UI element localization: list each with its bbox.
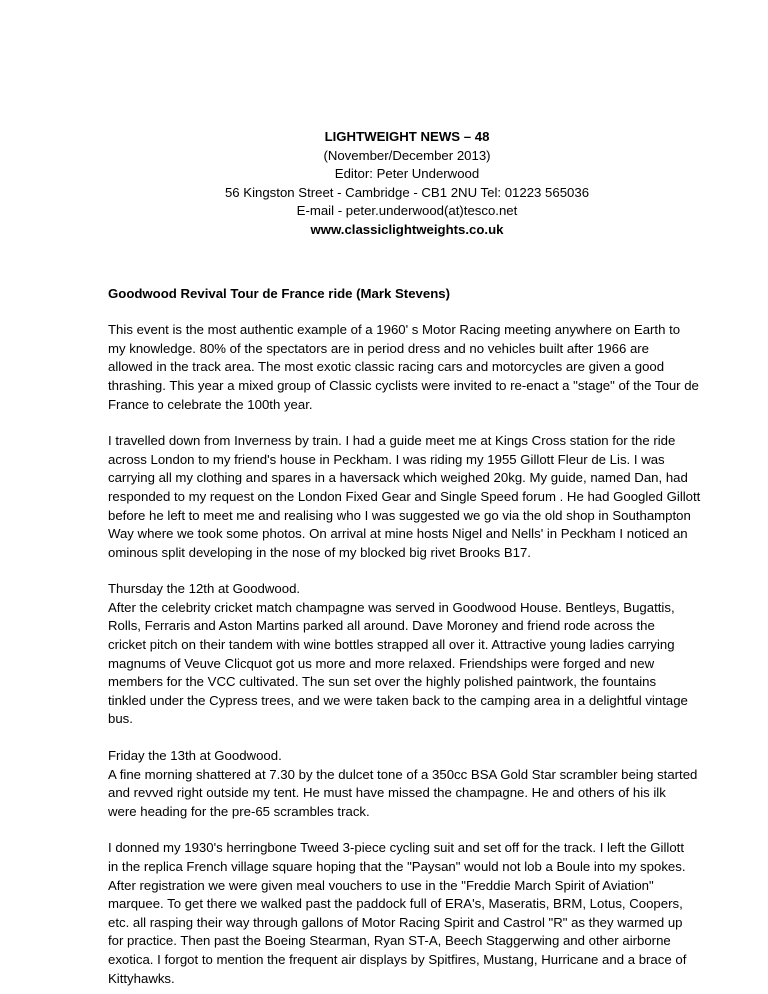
paragraph-line: marquee. To get there we walked past the paddock full of ERA's, Maseratis, BRM, Lotus, Coopers,: [108, 896, 683, 912]
paragraph-line: Thursday the 12th at Goodwood.: [108, 581, 301, 597]
paragraph-line: Rolls, Ferraris and Aston Martins parked all around. Dave Moroney and friend rode across the: [108, 618, 655, 634]
paragraph-line: before he left to meet me and realising who I was suggested we go via the old shop in Southampton: [108, 507, 691, 523]
issue-date: (November/December 2013): [323, 147, 491, 163]
paragraph-line: etc. all rasping their way through gallons of Motor Racing Spirit and Castrol "R" as they warmed up: [108, 914, 683, 930]
paragraph-line: This event is the most authentic example of a 1960' s Motor Racing meeting anywhere on Earth to: [108, 322, 681, 338]
paragraph-line: were heading for the pre-65 scrambles track.: [108, 803, 370, 819]
editor-line: Editor: Peter Underwood: [334, 166, 480, 182]
article-paragraph: [108, 747, 718, 821]
paragraph-line: Way where we took some photos. On arrival at mine hosts Nigel and Nells' in Peckham I noticed an: [108, 526, 688, 542]
website-link[interactable]: www.classiclightweights.co.uk: [310, 221, 504, 237]
paragraph-line: allowed in the track area. The most exotic classic racing cars and motorcycles are given a good: [108, 359, 665, 375]
paragraph-line: and revved right outside my tent. He must have missed the champagne. He and others of his ilk: [108, 785, 666, 801]
paragraph-line: thrashing. This year a mixed group of Classic cyclists were invited to re-enact a "stage" of the Tour de: [108, 377, 699, 393]
paragraph-line: magnums of Veuve Clicquot got us more and more relaxed. Friendships were forged and new: [108, 655, 655, 671]
paragraph-line: A fine morning shattered at 7.30 by the dulcet tone of a 350cc BSA Gold Star scrambler being started: [108, 766, 698, 782]
article-body: [108, 321, 718, 988]
article-paragraph: [108, 432, 718, 562]
paragraph-line: carrying all my clothing and spares in a haversack which weighed 20kg. My guide, named Dan, had: [108, 470, 688, 486]
paragraph-line: ominous split developing in the nose of my blocked big rivet Brooks B17.: [108, 544, 531, 560]
paragraph-line: exotica. I forgot to mention the frequent air displays by Spitfires, Mustang, Hurricane and a brace of: [108, 951, 687, 967]
paragraph-line: my knowledge. 80% of the spectators are in period dress and no vehicles built after 1966 are: [108, 340, 650, 356]
paragraph-line: responded to my request on the London Fixed Gear and Single Speed forum . He had Googled Gillott: [108, 488, 701, 504]
article-title: Goodwood Revival Tour de France ride (Mark Stevens): [108, 285, 450, 301]
article-paragraph: [108, 321, 718, 414]
paragraph-line: Friday the 13th at Goodwood.: [108, 748, 282, 764]
paragraph-line: I donned my 1930's herringbone Tweed 3-piece cycling suit and set off for the track. I left the Gillott: [108, 840, 685, 856]
paragraph-line: for practice. Then past the Boeing Stearman, Ryan ST-A, Beech Staggerwing and other airborne: [108, 933, 671, 949]
paragraph-line: in the replica French village square hoping that the "Paysan" would not lob a Boule into my spokes.: [108, 859, 686, 874]
paragraph-line: I travelled down from Inverness by train. I had a guide meet me at Kings Cross station for the ride: [108, 433, 676, 449]
paragraph-line: across London to my friend's house in Peckham. I was riding my 1955 Gillott Fleur de Lis. I was: [108, 451, 665, 467]
paragraph-line: bus.: [108, 711, 133, 727]
newsletter-title: LIGHTWEIGHT NEWS – 48: [324, 129, 490, 144]
masthead: [96, 128, 718, 240]
paragraph-line: Kittyhawks.: [108, 970, 175, 986]
paragraph-line: cricket pitch on their tandem with wine bottles strapped all over it. Attractive young ladies carrying: [108, 637, 675, 653]
paragraph-line: members for the VCC cultivated. The sun set over the highly polished paintwork, the fountains: [108, 674, 657, 690]
article-paragraph: [108, 839, 718, 988]
paragraph-line: After registration we were given meal vouchers to use in the "Freddie March Spirit of Aviation": [108, 877, 654, 893]
article-paragraph: [108, 580, 718, 729]
address-line: 56 Kingston Street - Cambridge - CB1 2NU Tel: 01223 565036: [224, 184, 590, 200]
paragraph-line: After the celebrity cricket match champagne was served in Goodwood House. Bentleys, Bugattis,: [108, 599, 675, 615]
paragraph-line: tinkled under the Cypress trees, and we were taken back to the camping area in a delightful vintage: [108, 692, 688, 708]
paragraph-line: France to celebrate the 100th year.: [108, 396, 313, 412]
email-line: E-mail - peter.underwood(at)tesco.net: [296, 203, 518, 219]
